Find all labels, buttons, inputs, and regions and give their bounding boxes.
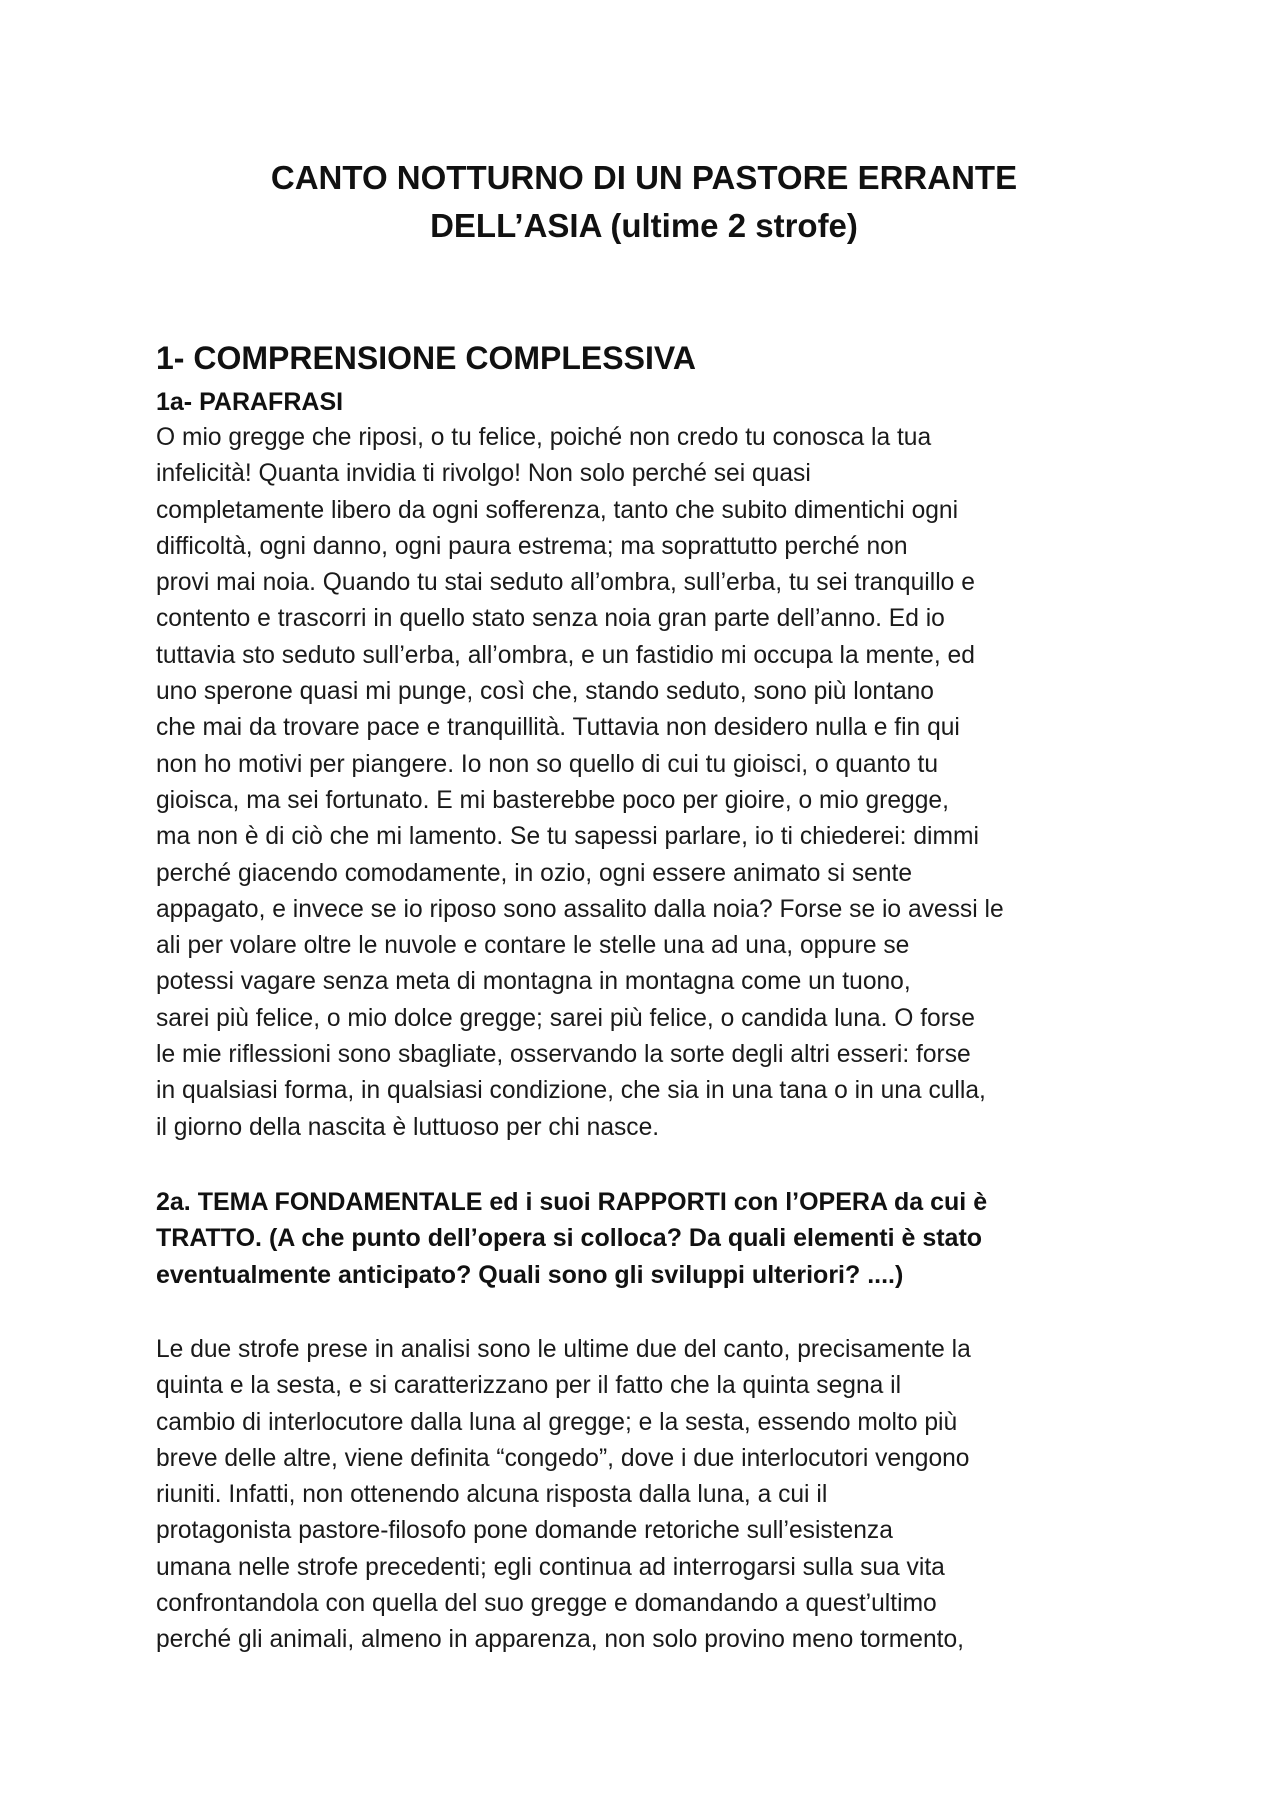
- text-line: gioisca, ma sei fortunato. E mi basterebbe poco per gioire, o mio gregge,: [156, 786, 949, 814]
- text-line: difficoltà, ogni danno, ogni paura estrema; ma soprattutto perché non: [156, 532, 908, 560]
- title-line: DELL’ASIA (ultime 2 strofe): [430, 207, 858, 244]
- heading-line: eventualmente anticipato? Quali sono gli sviluppi ulteriori? ....): [156, 1260, 904, 1289]
- text-line: le mie riflessioni sono sbagliate, osservando la sorte degli altri esseri: forse: [156, 1041, 971, 1069]
- text-line: sarei più felice, o mio dolce gregge; sarei più felice, o candida luna. O forse: [156, 1004, 975, 1032]
- section-2a-heading: [156, 1184, 1132, 1293]
- text-line: cambio di interlocutore dalla luna al gregge; e la sesta, essendo molto più: [156, 1408, 958, 1436]
- section-1-heading: 1- COMPRENSIONE COMPLESSIVA: [156, 340, 696, 376]
- text-line: quinta e la sesta, e si caratterizzano per il fatto che la quinta segna il: [156, 1372, 902, 1400]
- text-line: provi mai noia. Quando tu stai seduto all’ombra, sull’erba, tu sei tranquillo e: [156, 569, 975, 597]
- paraphrase-paragraph: [156, 420, 1132, 1146]
- text-line: completamente libero da ogni sofferenza, tanto che subito dimentichi ogni: [156, 496, 959, 524]
- text-line: confrontandola con quella del suo gregge e domandando a quest’ultimo: [156, 1590, 937, 1618]
- text-line: perché gli animali, almeno in apparenza, non solo provino meno tormento,: [156, 1626, 964, 1654]
- section-1a-subheading: 1a- PARAFRASI: [156, 388, 344, 416]
- text-line: ali per volare oltre le nuvole e contare le stelle una ad una, oppure se: [156, 932, 910, 960]
- text-line: in qualsiasi forma, in qualsiasi condizione, che sia in una tana o in una culla,: [156, 1077, 986, 1105]
- theme-paragraph: [156, 1332, 1132, 1659]
- text-line: ma non è di ciò che mi lamento. Se tu sapessi parlare, io ti chiederei: dimmi: [156, 823, 979, 851]
- text-line: breve delle altre, viene definita “congedo”, dove i due interlocutori vengono: [156, 1444, 970, 1472]
- heading-line: 2a. TEMA FONDAMENTALE ed i suoi RAPPORTI con l’OPERA da cui è: [156, 1188, 988, 1216]
- text-line: protagonista pastore-filosofo pone domande retoriche sull’esistenza: [156, 1517, 893, 1545]
- text-line: O mio gregge che riposi, o tu felice, poiché non credo tu conosca la tua: [156, 424, 932, 451]
- text-line: umana nelle strofe precedenti; egli continua ad interrogarsi sulla sua vita: [156, 1553, 945, 1581]
- text-line: il giorno della nascita è luttuoso per chi nasce.: [156, 1113, 660, 1141]
- title-line: CANTO NOTTURNO DI UN PASTORE ERRANTE: [270, 159, 1018, 196]
- text-line: potessi vagare senza meta di montagna in montagna come un tuono,: [156, 968, 911, 996]
- text-line: uno sperone quasi mi punge, così che, stando seduto, sono più lontano: [156, 678, 934, 706]
- text-line: contento e trascorri in quello stato senza noia gran parte dell’anno. Ed io: [156, 605, 945, 633]
- text-line: riuniti. Infatti, non ottenendo alcuna risposta dalla luna, a cui il: [156, 1481, 828, 1509]
- document-title: [156, 154, 1132, 250]
- heading-line: TRATTO. (A che punto dell’opera si colloca? Da quali elementi è stato: [156, 1224, 983, 1253]
- text-line: non ho motivi per piangere. Io non so quello di cui tu gioisci, o quanto tu: [156, 750, 939, 778]
- text-line: appagato, e invece se io riposo sono assalito dalla noia? Forse se io avessi le: [156, 895, 1004, 923]
- text-line: infelicità! Quanta invidia ti rivolgo! Non solo perché sei quasi: [156, 460, 811, 488]
- text-line: Le due strofe prese in analisi sono le ultime due del canto, precisamente la: [156, 1336, 971, 1363]
- text-line: che mai da trovare pace e tranquillità. Tuttavia non desidero nulla e fin qui: [156, 714, 960, 742]
- text-line: perché giacendo comodamente, in ozio, ogni essere animato si sente: [156, 859, 913, 887]
- text-line: tuttavia sto seduto sull’erba, all’ombra, e un fastidio mi occupa la mente, ed: [156, 641, 975, 669]
